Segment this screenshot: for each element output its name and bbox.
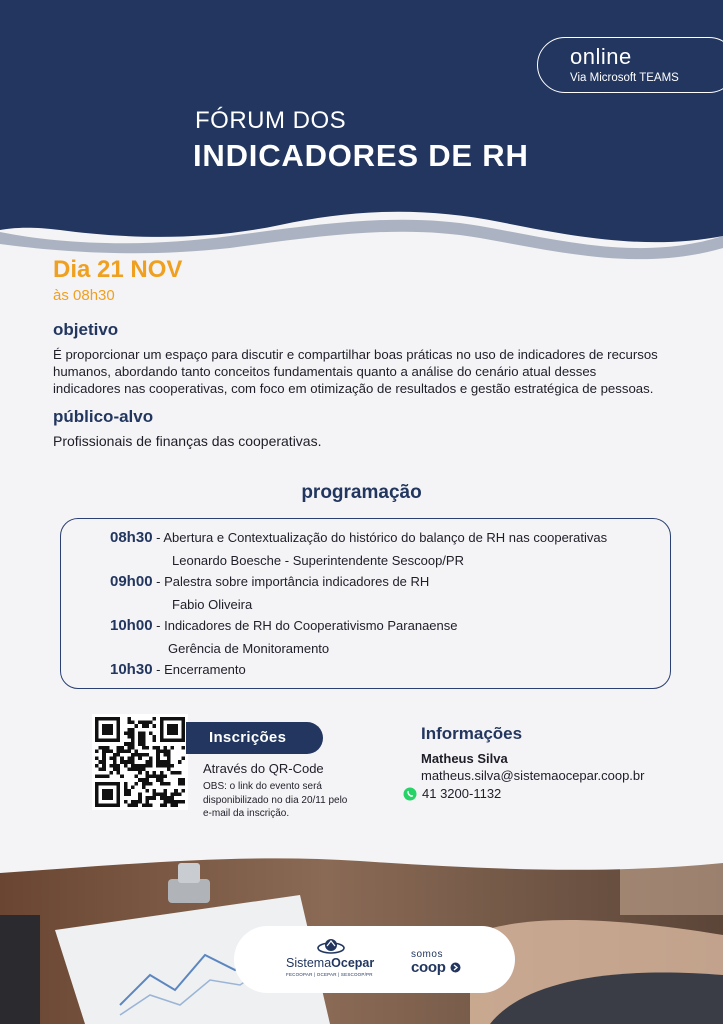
whatsapp-icon [403,787,417,801]
registration-obs-line-3: e-mail da inscrição. [203,808,290,819]
registration-obs-line-2: disponibilizado no dia 20/11 pelo [203,794,348,806]
qr-code-image [95,717,185,807]
online-title: online [570,44,632,69]
somos-text: somos [411,949,443,960]
program-item-1 [110,530,607,546]
ocepar-text: Ocepar [331,956,375,970]
event-title: INDICADORES DE RH [193,138,529,173]
program-title: programação [301,482,422,503]
program-time-3: 10h00 [110,617,153,634]
coop-logo [411,959,461,976]
program-item-2 [110,574,429,590]
program-item-3 [110,618,458,634]
program-speaker-1: Leonardo Boesche - Superintendente Sescoop/PR [172,553,464,568]
objective-line-2: humanos, abordando tanto conceitos fundamentais quanto a análise do cenário atual desses [53,364,597,379]
objective-heading: objetivo [53,320,119,339]
online-badge [537,37,723,93]
registration-obs-line-1: OBS: o link do evento será [203,781,322,792]
registration-pill: Inscrições [186,722,323,754]
program-title-4: - Encerramento [152,662,246,677]
event-time: às 08h30 [53,287,115,304]
registration-text: Através do QR-Code [203,761,324,776]
program-title-1: - Abertura e Contextualização do histórico do balanço de RH nas cooperativas [152,530,608,545]
sistema-ocepar-subtitle: FECOOPAR | OCEPAR | SESCOOP/PR [286,972,373,977]
contact-email[interactable]: matheus.silva@sistemaocepar.coop.br [421,768,645,783]
program-speaker-3: Gerência de Monitoramento [168,641,330,656]
program-time-1: 08h30 [110,529,153,546]
partner-logos [234,926,515,993]
sistema-ocepar-logo-icon [316,936,346,956]
info-heading: Informações [421,724,523,743]
registration-obs [203,780,383,821]
objective-line-1: É proporcionar um espaço para discutir e compartilhar boas práticas no uso de indicadores de recursos [53,347,658,362]
coop-arrow-icon [450,962,461,973]
sistema-ocepar-logo [286,956,374,970]
contact-name: Matheus Silva [421,751,508,766]
online-subtitle: Via Microsoft TEAMS [570,72,679,84]
contact-phone[interactable] [403,786,501,801]
program-time-4: 10h30 [110,661,153,678]
qr-code[interactable] [92,714,188,810]
objective-line-3: indicadores nas cooperativas, com foco em otimização de resultados e gestão estratégica de pessoas. [53,381,654,396]
program-title-2: - Palestra sobre importância indicadores de RH [152,574,430,589]
program-title-3: - Indicadores de RH do Cooperativismo Paranaense [152,618,458,633]
event-date: Dia 21 NOV [53,256,183,283]
coop-text: coop [411,959,446,976]
audience-text: Profissionais de finanças das cooperativas. [53,433,322,449]
program-speaker-2: Fabio Oliveira [172,597,253,612]
program-time-2: 09h00 [110,573,153,590]
program-item-4 [110,662,246,678]
contact-phone-number: 41 3200-1132 [422,786,502,801]
event-subtitle: FÓRUM DOS [195,107,347,134]
sistema-text: Sistema [286,956,332,970]
audience-heading: público-alvo [53,407,154,426]
